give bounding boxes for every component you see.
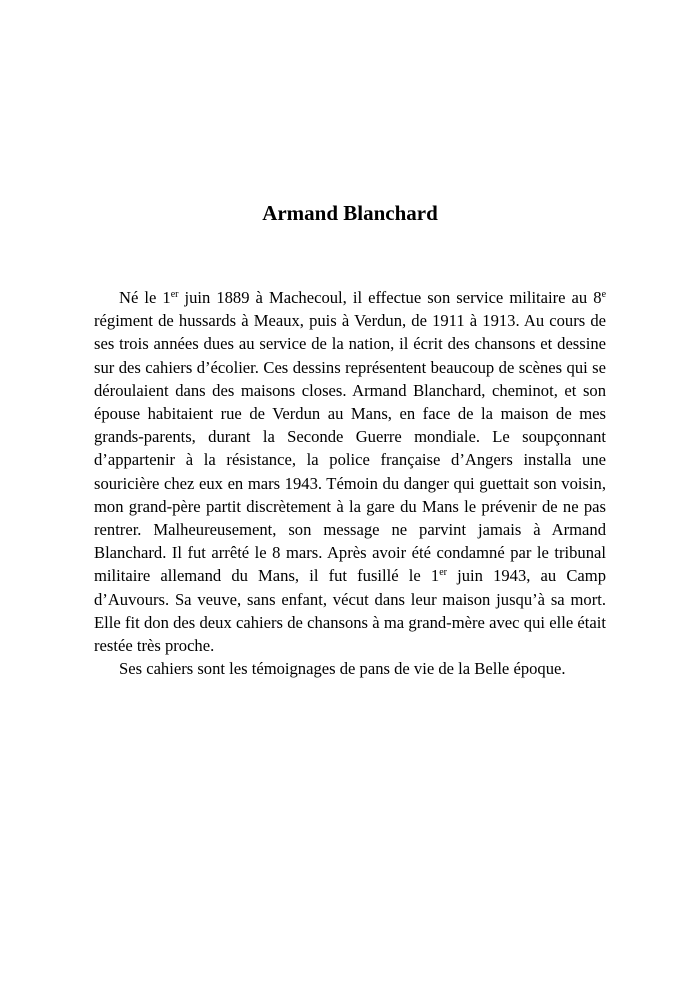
body-text: [94, 286, 606, 680]
text-run: Né le 1: [119, 288, 171, 307]
text-run: Ses cahiers sont les témoignages de pans de vie de la Belle époque.: [119, 659, 566, 679]
superscript: er: [439, 567, 447, 579]
text-run: juin 1943, au Camp d’Auvours. Sa veuve, sans enfant, vécut dans leur maison jusqu’à sa mort. Elle fit don des deux cahiers de chansons à ma grand-mère avec qui elle était restée très proche.: [94, 566, 606, 656]
paragraph: [94, 657, 606, 680]
superscript: er: [170, 289, 179, 300]
page-title: Armand Blanchard: [262, 201, 438, 225]
superscript: e: [601, 289, 607, 300]
text-run: juin 1889 à Machecoul, il effectue son service militaire au: [178, 288, 594, 307]
text-run: 8: [593, 288, 602, 307]
paragraph: [94, 286, 606, 657]
text-run: régiment de hussards à Meaux, puis à Verdun, de 1911 à 1913. Au cours de ses trois années dues au service de la nation, il écrit des chansons et dessine sur des cahiers d’écolier. Ces dessins représentent beaucoup de scènes qui se déroulaient dans des maisons closes. Armand Blanchard, cheminot, et son épouse habitaient rue de Verdun au Mans, en face de la maison de mes grands-parents, durant la Seconde Guerre mondiale. Le soupçonnant d’appartenir à la résistance, la police française d’Angers installa une souricière chez eux en mars 1943. Témoin du danger qui guettait son voisin, mon grand-père partit discrètement à la gare du Mans le prévenir de ne pas rentrer. Malheureusement, son message ne parvint jamais à Armand Blanchard. Il fut arrêté le 8 mars. Après avoir été condamné par le tribunal militaire allemand du Mans, il fut fusillé le 1: [94, 311, 606, 586]
